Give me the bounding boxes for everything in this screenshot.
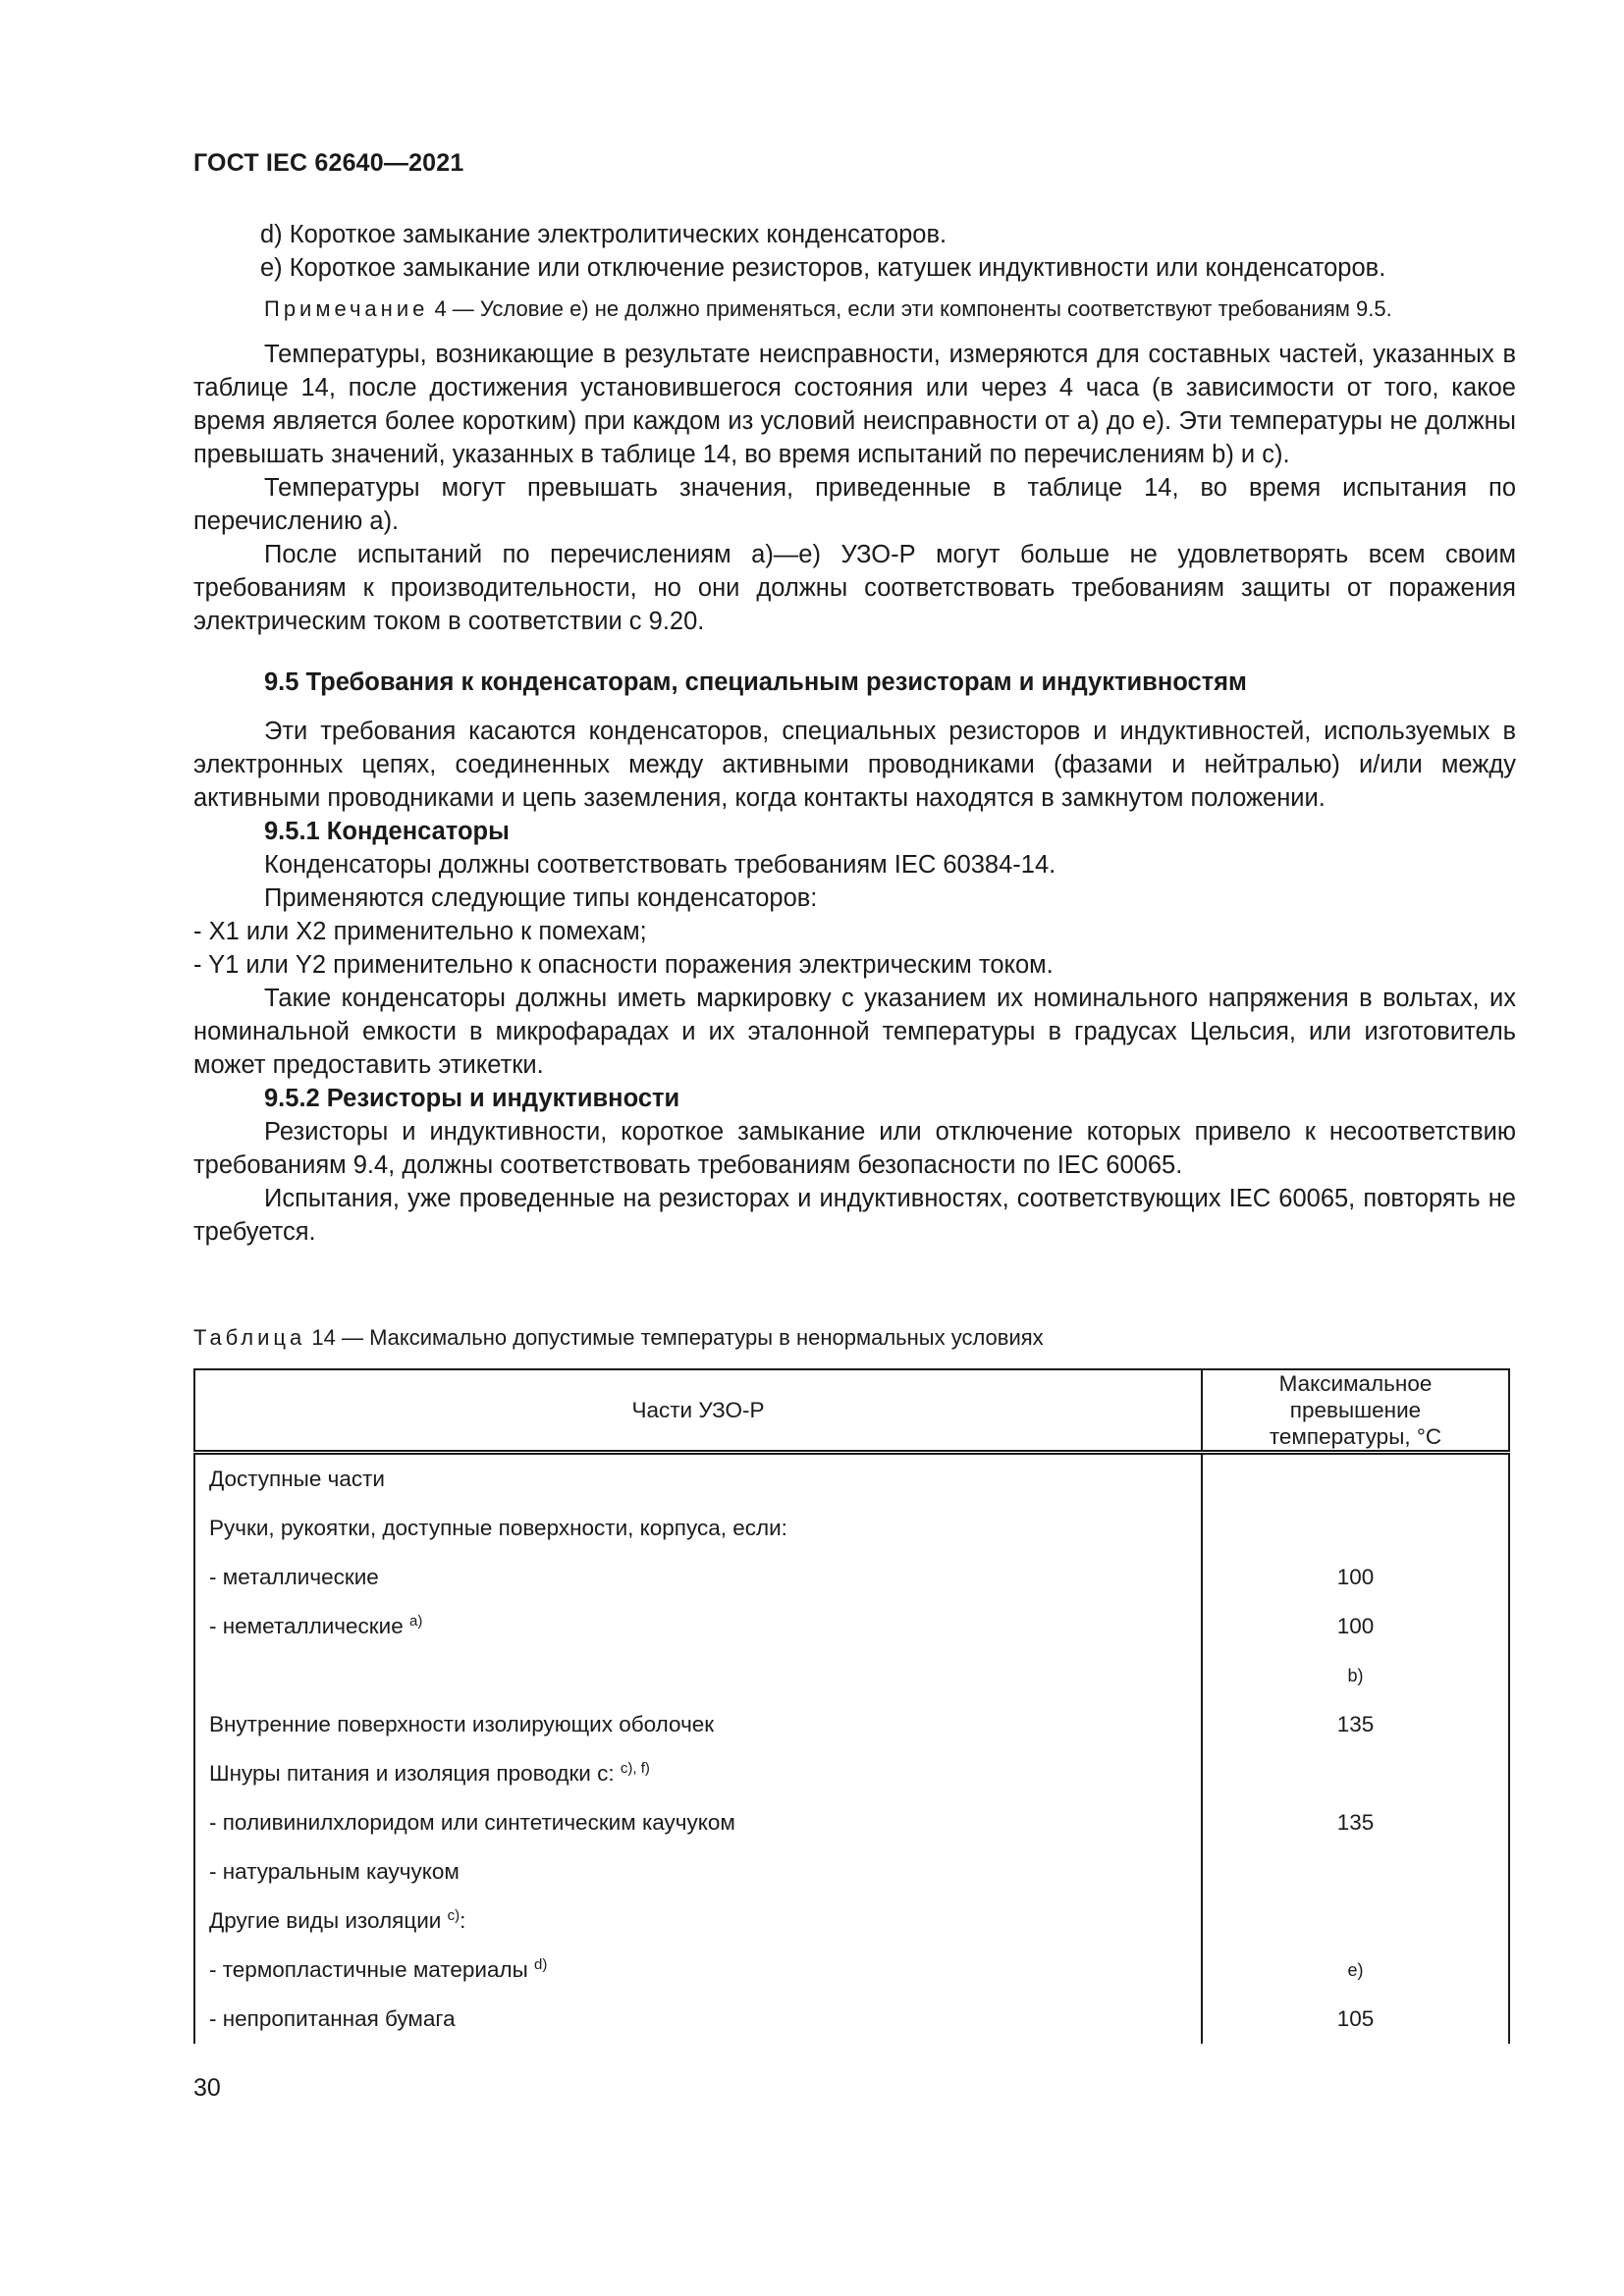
paragraph-9-5-2-b: Испытания, уже проведенные на резисторах и индуктивностях, соответствующих IEC 60065, повторять не требуется. (193, 1185, 1516, 1246)
paragraph-9-5-1-c: Такие конденсаторы должны иметь маркировку с указанием их номинального напряжения в вольтах, их номинальной емкости в микрофарадах и их эталонной температуры в градусах Цельсия, или изготовитель может предоставить этикетки. (193, 985, 1516, 1079)
paragraph-9-5-1-b: Применяются следующие типы конденсаторов: (264, 884, 818, 912)
table-row (194, 1847, 1509, 1896)
table-caption (193, 1325, 1044, 1351)
document-header: ГОСТ IEC 62640—2021 (193, 149, 464, 177)
table-cell-value (1202, 1847, 1509, 1896)
table-cell-part: - металлические (194, 1553, 1202, 1602)
table-cell-value: 100 (1202, 1553, 1509, 1602)
table-cell-part: - поливинилхлоридом или синтетическим каучуком (194, 1798, 1202, 1847)
paragraph-9-5-1-a: Конденсаторы должны соответствовать требованиям IEC 60384-14. (264, 851, 1056, 879)
footnote-ref: c) (447, 1907, 460, 1924)
dash-item-y: - Y1 или Y2 применительно к опасности поражения электрическим током. (193, 951, 1054, 979)
table-cell-value: e) (1202, 1946, 1509, 1995)
footnote-ref: d) (534, 1956, 548, 1973)
table-cell-part: Ручки, рукоятки, доступные поверхности, корпуса, если: (194, 1504, 1202, 1553)
table-row (194, 1798, 1509, 1847)
table-cell-part: Шнуры питания и изоляция проводки с: $^{c), f)}$ (194, 1749, 1202, 1798)
table-cell-part: Внутренние поверхности изолирующих оболочек (194, 1700, 1202, 1749)
table-cell-value: 105 (1202, 1995, 1509, 2044)
heading-9-5-2: 9.5.2 Резисторы и индуктивности (264, 1085, 680, 1112)
column-header-parts: Части УЗО-Р (194, 1369, 1202, 1453)
table-cell-part: Доступные части (194, 1453, 1202, 1505)
table-cell-part: - термопластичные материалы $^{d)}$ (194, 1946, 1202, 1995)
note-label: Примечание (264, 296, 429, 321)
list-item-e: е) Короткое замыкание или отключение резисторов, катушек индуктивности или конденсаторов. (260, 254, 1386, 282)
paragraph-9-5-2-a: Резисторы и индуктивности, короткое замыкание или отключение которых привело к несоответствию требованиям 9.4, должны соответствовать требованиям безопасности по IEC 60065. (193, 1118, 1516, 1179)
table-header-row (194, 1369, 1509, 1453)
table-cell-value (1202, 1749, 1509, 1798)
paragraph-exceed: Температуры могут превышать значения, приведенные в таблице 14, во время испытания по перечислению а). (193, 474, 1516, 535)
section-9-5-intro: Эти требования касаются конденсаторов, специальных резисторов и индуктивностей, используемых в электронных цепях, соединенных между активными проводниками (фазами и нейтралью) и/или между активными проводниками и цепь заземления, когда контакты находятся в замкнутом положении. (193, 718, 1516, 812)
table-caption-label: Таблица (193, 1325, 306, 1350)
table-cell-value: 135 (1202, 1798, 1509, 1847)
temperature-table (193, 1368, 1510, 2044)
table-cell-part: - натуральным каучуком (194, 1847, 1202, 1896)
table-cell-value (1202, 1504, 1509, 1553)
heading-9-5-1: 9.5.1 Конденсаторы (264, 818, 510, 845)
table-cell-part: - неметаллические $^{а)}$ (194, 1602, 1202, 1651)
table-row (194, 1896, 1509, 1946)
footnote-ref: c), f) (620, 1760, 650, 1777)
table-cell-value (1202, 1453, 1509, 1505)
column-header-temperature: Максимальное превышение температуры, °С (1202, 1369, 1509, 1453)
table-cell-value: b) (1202, 1651, 1509, 1700)
table-cell-value: 135 (1202, 1700, 1509, 1749)
list-item-d: d) Короткое замыкание электролитических конденсаторов. (260, 221, 947, 248)
table-row (194, 1946, 1509, 1995)
table-cell-value (1202, 1896, 1509, 1946)
table-row (194, 1602, 1509, 1651)
dash-item-x: - X1 или X2 применительно к помехам; (193, 918, 647, 945)
table-row (194, 1504, 1509, 1553)
table-row (194, 1453, 1509, 1505)
table-row (194, 1749, 1509, 1798)
paragraph-temperatures: Температуры, возникающие в результате неисправности, измеряются для составных частей, указанных в таблице 14, после достижения установившегося состояния или через 4 часа (в зависимости от того, какое время является более коротким) при каждом из условий неисправности от а) до е). Эти температуры не должны превышать значений, указанных в таблице 14, во время испытаний по перечислениям b) и c). (193, 341, 1516, 468)
note-4 (193, 294, 1516, 324)
table-cell-part: Другие виды изоляции $^{c)}$: (194, 1896, 1202, 1946)
table-row (194, 1651, 1509, 1700)
footnote-ref: а) (408, 1613, 423, 1629)
section-heading-9-5: 9.5 Требования к конденсаторам, специальным резисторам и индуктивностям (264, 668, 1247, 696)
table-caption-text: 14 — Максимально допустимые температуры в ненормальных условиях (305, 1325, 1044, 1350)
table-row (194, 1553, 1509, 1602)
main-text (193, 218, 1516, 1249)
table-row (194, 1700, 1509, 1749)
table-row (194, 1995, 1509, 2044)
paragraph-after-tests: После испытаний по перечислениям а)—е) УЗО-Р могут больше не удовлетворять всем своим требованиям к производительности, но они должны соответствовать требованиям защиты от поражения электрическим током в соответствии с 9.20. (193, 541, 1516, 635)
note-text: 4 — Условие е) не должно применяться, если эти компоненты соответствуют требованиям 9.5. (428, 296, 1392, 321)
table-cell-part (194, 1651, 1202, 1700)
table-cell-value: 100 (1202, 1602, 1509, 1651)
page-number: 30 (193, 2074, 221, 2102)
table-cell-part: - непропитанная бумага (194, 1995, 1202, 2044)
